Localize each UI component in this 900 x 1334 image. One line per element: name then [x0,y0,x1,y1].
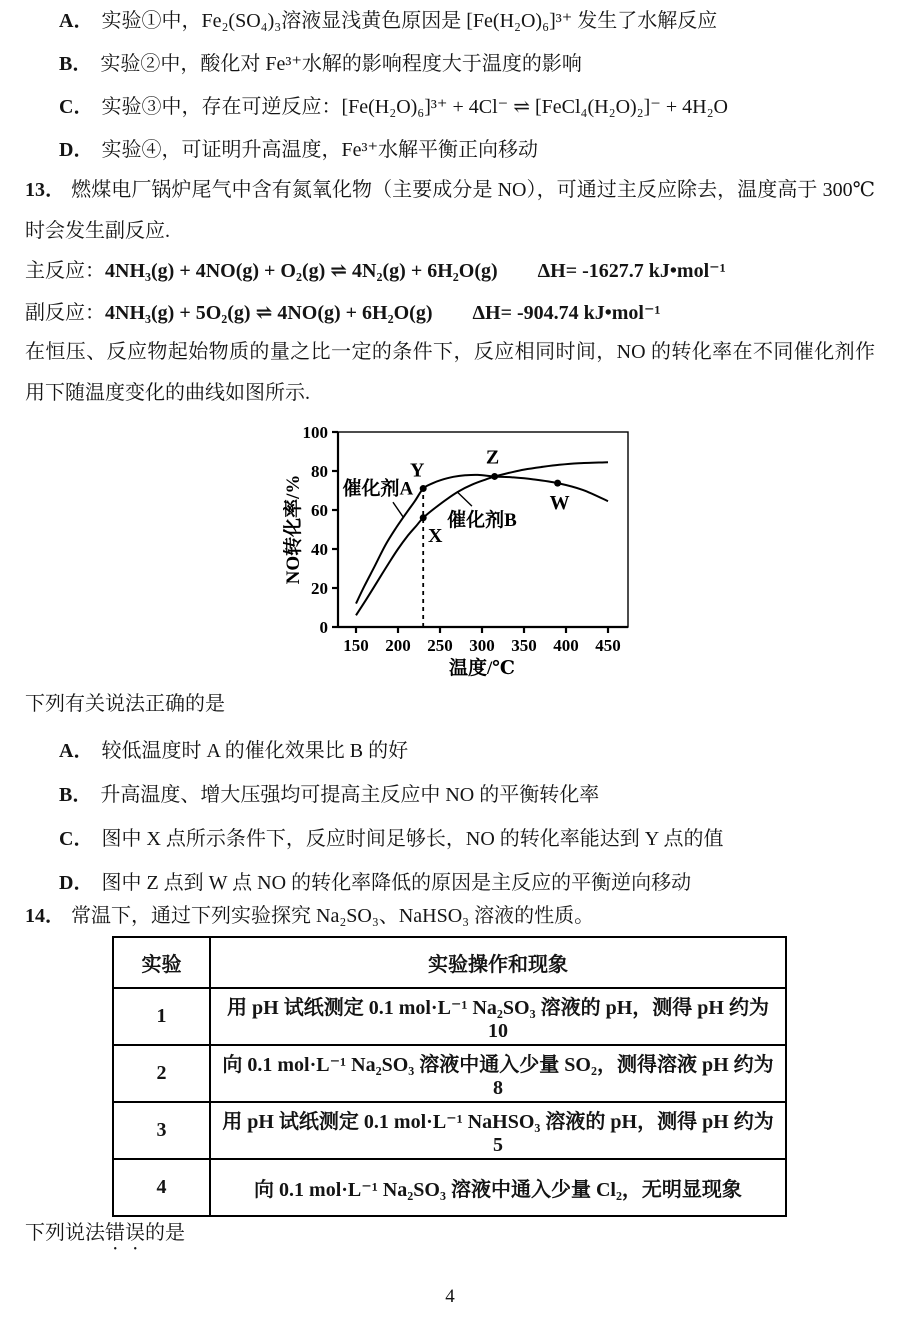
svg-text:80: 80 [311,462,328,481]
question-number: 14． [25,905,65,927]
option-letter: A． [59,740,94,762]
svg-text:60: 60 [311,501,328,520]
svg-text:温度/℃: 温度/℃ [448,658,516,679]
option-b [25,43,875,86]
reaction-formula: 4NH₃(g) + 5O₂(g) ⇌ 4NO(g) + 6H₂O(g) ΔH= -904.74 kJ•mol⁻¹ [105,302,661,324]
table-row [113,988,786,1045]
svg-text:催化剂A: 催化剂A [342,478,414,500]
svg-text:催化剂B: 催化剂B [447,509,517,531]
reaction-label: 主反应： [25,260,105,282]
svg-text:150: 150 [343,636,369,655]
option-c [25,817,875,861]
question-number: 13． [25,179,66,201]
option-c [25,86,875,129]
experiment-id: 3 [113,1102,210,1159]
option-b [25,773,875,817]
option-text: 升高温度、增大压强均可提高主反应中 NO 的平衡转化率 [100,784,600,806]
question13-options [25,729,875,905]
option-letter: D． [59,139,94,161]
question13-prompt: 下列有关说法正确的是 [25,693,225,715]
option-a [25,0,875,43]
header-operation: 实验操作和现象 [210,937,786,988]
option-text: 图中 X 点所示条件下，反应时间足够长，NO 的转化率能达到 Y 点的值 [101,828,724,850]
option-d [25,129,875,172]
option-text: 实验①中，Fe₂(SO₄)₃溶液显浅黄色原因是 [Fe(H₂O)₆]³⁺ 发生了水解反应 [101,10,718,32]
svg-text:40: 40 [311,540,328,559]
prompt-text: 的是 [145,1222,185,1244]
option-text: 实验③中，存在可逆反应：[Fe(H₂O)₆]³⁺ + 4Cl⁻ ⇌ [FeCl₄(H₂O)₂]⁻ + 4H₂O [101,96,729,118]
question-text: 常温下，通过下列实验探究 Na₂SO₃、NaHSO₃ 溶液的性质。 [71,905,595,927]
svg-text:X: X [427,524,443,547]
table-row [113,1102,786,1159]
option-a [25,729,875,773]
experiment-id: 1 [113,988,210,1045]
option-d [25,861,875,905]
svg-text:NO转化率/%: NO转化率/% [283,474,304,585]
svg-text:Z: Z [485,446,500,469]
prompt-text: 下列说法 [25,1222,105,1244]
svg-text:100: 100 [302,423,328,442]
emphasized-text: 错误 [105,1222,145,1244]
option-letter: C． [59,96,94,118]
no-conversion-figure [283,420,673,682]
svg-text:W: W [549,492,570,515]
svg-text:0: 0 [319,618,328,637]
question12-options [25,0,875,172]
svg-text:250: 250 [427,636,453,655]
svg-text:20: 20 [311,579,328,598]
option-letter: B． [59,784,93,806]
table-row [113,1159,786,1216]
experiment-table [112,936,787,1217]
no-conversion-chart [283,420,673,682]
experiment-text: 用 pH 试纸测定 0.1 mol·L⁻¹ NaHSO₃ 溶液的 pH，测得 pH 约为 5 [210,1102,786,1159]
svg-text:400: 400 [553,636,579,655]
svg-text:350: 350 [511,636,537,655]
page-number: 4 [445,1286,455,1307]
option-text: 较低温度时 A 的催化效果比 B 的好 [101,740,409,762]
svg-text:200: 200 [385,636,411,655]
table-row [113,1045,786,1102]
experiment-id: 4 [113,1159,210,1216]
option-letter: D． [59,872,94,894]
svg-text:450: 450 [595,636,621,655]
experiment-id: 2 [113,1045,210,1102]
header-experiment: 实验 [113,937,210,988]
reaction-label: 副反应： [25,302,105,324]
option-text: 图中 Z 点到 W 点 NO 的转化率降低的原因是主反应的平衡逆向移动 [101,872,692,894]
question14-prompt [25,1220,875,1255]
experiment-text: 用 pH 试纸测定 0.1 mol·L⁻¹ Na₂SO₃ 溶液的 pH，测得 pH 约为 10 [210,988,786,1045]
question13-condition: 在恒压、反应物起始物质的量之比一定的条件下，反应相同时间，NO 的转化率在不同催化剂作用下随温度变化的曲线如图所示. [25,341,875,404]
question14-stem [25,903,875,929]
option-letter: A． [59,10,94,32]
question-text: 燃煤电厂锅炉尾气中含有氮氧化物（主要成分是 NO），可通过主反应除去，温度高于 300℃时会发生副反应. [25,179,876,242]
question13-stem [25,170,875,252]
option-text: 实验④，可证明升高温度，Fe³⁺水解平衡正向移动 [101,139,539,161]
svg-text:Y: Y [409,459,425,482]
option-text: 实验②中，酸化对 Fe³⁺水解的影响程度大于温度的影响 [100,53,582,75]
option-letter: B． [59,53,93,75]
experiment-text: 向 0.1 mol·L⁻¹ Na₂SO₃ 溶液中通入少量 Cl₂，无明显现象 [210,1159,786,1216]
option-letter: C． [59,828,94,850]
table-header-row [113,937,786,988]
experiment-text: 向 0.1 mol·L⁻¹ Na₂SO₃ 溶液中通入少量 SO₂，测得溶液 pH 约为 8 [210,1045,786,1102]
main-reaction-equation [25,257,875,285]
svg-text:300: 300 [469,636,495,655]
side-reaction-equation [25,299,875,327]
reaction-formula: 4NH₃(g) + 4NO(g) + O₂(g) ⇌ 4N₂(g) + 6H₂O(g) ΔH= -1627.7 kJ•mol⁻¹ [105,260,726,282]
